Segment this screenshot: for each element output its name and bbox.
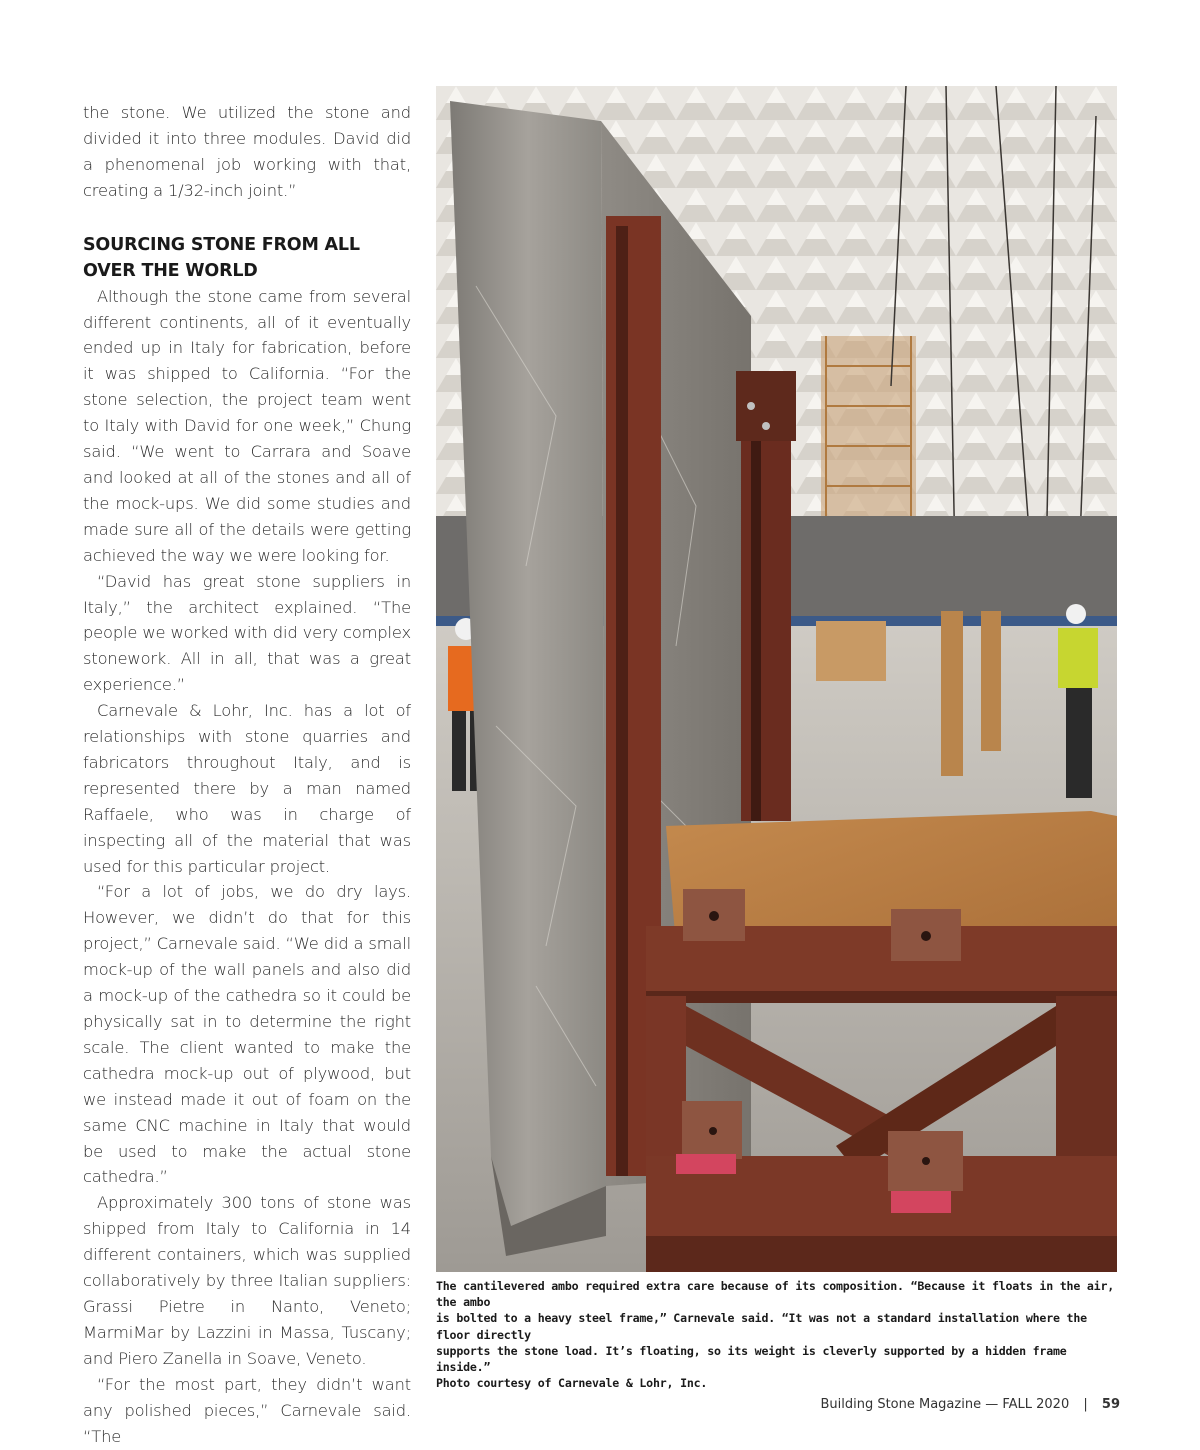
- issue-label: FALL 2020: [1002, 1397, 1070, 1412]
- section-heading: SOURCING STONE FROM ALL OVER THE WORLD: [83, 234, 360, 281]
- footer-separator: |: [1083, 1397, 1088, 1412]
- body-paragraph-1: Although the stone came from several different continents, all of it eventually ended up in Italy for fabrication, before it was shipped to California. “For the stone selection, the project team went to Italy with David for one week,” Chung said. “We went to Carrara and Soave and looked at all of the stones and all of the mock-ups. We did some studies and made sure all of the details were getting achieved the way we were looking for.: [83, 286, 411, 565]
- photo-credit: Photo courtesy of Carnevale & Lohr, Inc.: [436, 1376, 708, 1391]
- article-column: [83, 100, 411, 1449]
- caption-line-3: supports the stone load. It’s floating, so its weight is cleverly supported by a hidden frame inside.”: [436, 1343, 1067, 1375]
- caption-line-2: is bolted to a heavy steel frame,” Carnevale said. “It was not a standard installation where the floor directly: [436, 1311, 1087, 1342]
- page-footer: [820, 1397, 1120, 1412]
- body-paragraph-5: Approximately 300 tons of stone was shipped from Italy to California in 14 different containers, which was supplied collaboratively by three Italian suppliers: Grassi Pietre in Nanto, Veneto; MarmiMar by Lazzini in Massa, Tuscany; and Piero Zanella in Soave, Veneto.: [83, 1193, 411, 1368]
- intro-paragraph: the stone. We utilized the stone and divided it into three modules. David did a phenomenal job working with that, creating a 1/32-inch joint.”: [83, 103, 411, 200]
- body-paragraph-3: Carnevale & Lohr, Inc. has a lot of relationships with stone quarries and fabricators throughout Italy, and is represented there by a man named Raffaele, who was in charge of inspecting all of the material that was used for this particular project.: [83, 701, 411, 876]
- page-number: 59: [1101, 1397, 1120, 1412]
- photo-caption: [436, 1278, 1117, 1391]
- ambo-photo: [436, 86, 1117, 1272]
- body-paragraph-2: “David has great stone suppliers in Italy,” the architect explained. “The people we worked with did very complex stonework. All in all, that was a great experience.”: [83, 571, 411, 695]
- ambo-photo-illustration: [436, 86, 1117, 1272]
- publication-name: Building Stone Magazine —: [820, 1397, 999, 1412]
- caption-line-1: The cantilevered ambo required extra care because of its composition. “Because it floats in the air, the ambo: [436, 1279, 1115, 1310]
- body-paragraph-6: “For the most part, they didn’t want any polished pieces,” Carnevale said. “The: [83, 1374, 411, 1446]
- body-paragraph-4: “For a lot of jobs, we do dry lays. However, we didn’t do that for this project,” Carnevale said. “We did a small mock-up of the wall panels and also did a mock-up of the cathedra so it could be physically sat in to determine the right scale. The client wanted to make the cathedra mock-up out of plywood, but we instead made it out of foam on the same CNC machine in Italy that would be used to make the actual stone cathedra.”: [83, 882, 411, 1187]
